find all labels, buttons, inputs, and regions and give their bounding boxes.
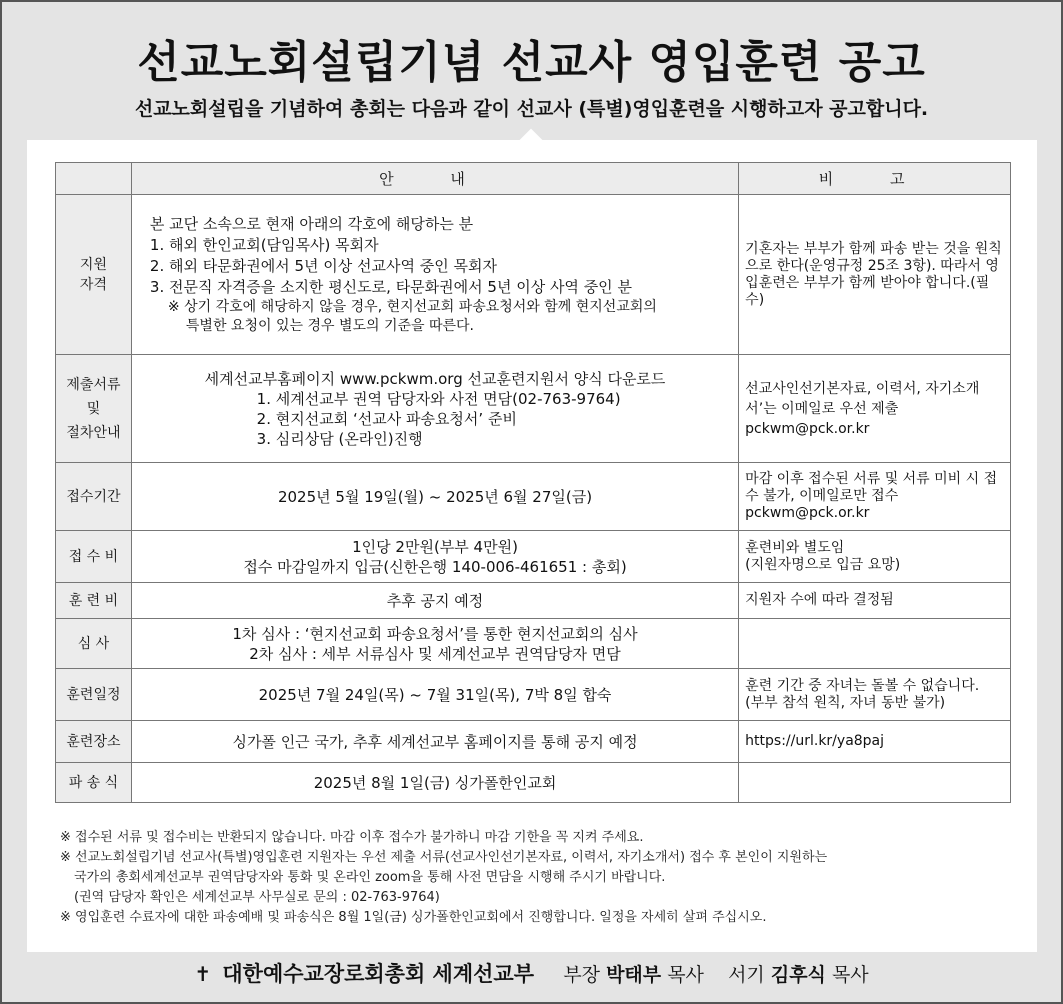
row-label	[56, 195, 132, 355]
footnote: ※ 선교노회설립기념 선교사(특별)영입훈련 지원자는 우선 제출 서류(선교사인선기본자료, 이력서, 자기소개서) 접수 후 본인이 지원하는	[60, 850, 828, 865]
row-note	[739, 531, 1011, 583]
row-documents	[56, 355, 1011, 463]
signatories	[563, 964, 868, 986]
footnote: ※ 영입훈련 수료자에 대한 파송예배 및 파송식은 8월 1일(금) 싱가폴한인교회에서 진행합니다. 일정을 자세히 살펴 주십시오.	[60, 910, 767, 925]
row-label: 훈련장소	[56, 721, 132, 763]
footnote: ※ 접수된 서류 및 접수비는 반환되지 않습니다. 마감 이후 접수가 불가하니 마감 기한을 꼭 지켜 주세요.	[60, 830, 644, 845]
header-blank	[56, 163, 132, 195]
secretary-title: 서기	[728, 964, 765, 986]
list-item: 3. 심리상담 (온라인)진행	[256, 429, 423, 448]
footnote-continued: (권역 담당자 확인은 세계선교부 사무실로 문의 : 02-763-9764)	[74, 890, 440, 905]
cross-icon: ✝	[194, 962, 212, 986]
label-line: 자격	[79, 276, 107, 293]
label-line: 및	[86, 400, 101, 417]
row-schedule	[56, 669, 1011, 721]
row-review	[56, 619, 1011, 669]
footer-signature	[0, 958, 1063, 998]
row-period	[56, 463, 1011, 531]
label-line: 제출서류	[66, 376, 121, 393]
qualification-remark: 특별한 요청이 있는 경우 별도의 기준을 따른다.	[185, 317, 475, 334]
row-venue	[56, 721, 1011, 763]
qualification-remark: ※ 상기 각호에 해당하지 않을 경우, 현지선교회 파송요청서와 함께 현지선교회의	[167, 298, 657, 315]
note-line: (부부 참석 원칙, 자녀 동반 불가)	[745, 694, 946, 711]
note-line: 훈련비와 별도임	[745, 539, 845, 556]
list-item: 3. 전문직 자격증을 소지한 평신도로, 타문화권에서 5년 이상 사역 중인 분	[149, 277, 632, 296]
fee-line: 접수 마감일까지 입금(신한은행 140-006-461651 : 총회)	[243, 557, 627, 576]
row-label: 접 수 비	[56, 531, 132, 583]
qualification-intro: 본 교단 소속으로 현재 아래의 각호에 해당하는 분	[149, 214, 474, 233]
page-subtitle: 선교노회설립을 기념하여 총회는 다음과 같이 선교사 (특별)영입훈련을 시행하고자 공고합니다.	[134, 98, 929, 120]
director-suffix: 목사	[667, 964, 704, 986]
fee-line: 1인당 2만원(부부 4만원)	[352, 537, 518, 556]
list-item: 2. 해외 타문화권에서 5년 이상 선교사역 중인 목회자	[149, 256, 497, 275]
director-name: 박태부	[606, 964, 662, 986]
row-content: 2025년 8월 1일(금) 싱가폴한인교회	[131, 763, 738, 803]
list-item: 1. 해외 한인교회(담임목사) 목회자	[149, 235, 379, 254]
row-label: 파 송 식	[56, 763, 132, 803]
row-note	[739, 619, 1011, 669]
review-line: 1차 심사 : ‘현지선교회 파송요청서’를 통한 현지선교회의 심사	[232, 624, 638, 643]
note-line: 훈련 기간 중 자녀는 돌볼 수 없습니다.	[745, 677, 980, 694]
row-note: 선교사인선기본자료, 이력서, 자기소개서’는 이메일로 우선 제출 pckwm@pck.or.kr	[739, 355, 1011, 463]
label-line: 절차안내	[66, 424, 121, 441]
row-note	[739, 763, 1011, 803]
row-content	[131, 355, 738, 463]
table-header-row	[56, 163, 1011, 195]
footnotes	[60, 828, 1020, 928]
venue-link[interactable]: https://url.kr/ya8paj	[739, 721, 1011, 763]
row-content: 싱가폴 인근 국가, 추후 세계선교부 홈페이지를 통해 공지 예정	[131, 721, 738, 763]
director-title: 부장	[563, 964, 601, 986]
row-content: 2025년 5월 19일(월) ~ 2025년 6월 27일(금)	[131, 463, 738, 531]
header-note: 비 고	[739, 163, 1011, 195]
row-note: 지원자 수에 따라 결정됨	[739, 583, 1011, 619]
secretary-suffix: 목사	[831, 964, 869, 986]
row-ceremony	[56, 763, 1011, 803]
notice-table	[55, 162, 1011, 803]
review-line: 2차 심사 : 세부 서류심사 및 세계선교부 권역담당자 면담	[249, 644, 621, 663]
list-item: 1. 세계선교부 권역 담당자와 사전 면담(02-763-9764)	[256, 389, 621, 408]
row-note: 마감 이후 접수된 서류 및 서류 미비 시 접수 불가, 이메일로만 접수 pckwm@pck.or.kr	[739, 463, 1011, 531]
secretary-name: 김후식	[770, 964, 826, 986]
row-content	[131, 195, 738, 355]
row-note	[739, 669, 1011, 721]
footnote-continued: 국가의 총회세계선교부 권역담당자와 통화 및 온라인 zoom을 통해 사전 면담을 시행해 주시기 바랍니다.	[74, 870, 666, 885]
row-label: 접수기간	[56, 463, 132, 531]
row-note: 기혼자는 부부가 함께 파송 받는 것을 원칙으로 한다(운영규정 25조 3항). 따라서 영입훈련은 부부가 함께 받아야 합니다.(필수)	[739, 195, 1011, 355]
row-training-fee	[56, 583, 1011, 619]
row-content: 2025년 7월 24일(목) ~ 7월 31일(목), 7박 8일 합숙	[131, 669, 738, 721]
row-fee	[56, 531, 1011, 583]
row-label: 훈 련 비	[56, 583, 132, 619]
documents-intro: 세계선교부홈페이지 www.pckwm.org 선교훈련지원서 양식 다운로드	[204, 369, 666, 388]
page-title: 선교노회설립기념 선교사 영입훈련 공고	[137, 37, 926, 88]
row-content: 추후 공지 예정	[131, 583, 738, 619]
note-line: (지원자명으로 입금 요망)	[745, 556, 901, 573]
organization-name: 대한예수교장로회총회 세계선교부	[222, 962, 534, 986]
row-content	[131, 619, 738, 669]
row-qualification	[56, 195, 1011, 355]
header-main: 안 내	[131, 163, 738, 195]
list-item: 2. 현지선교회 ‘선교사 파송요청서’ 준비	[256, 409, 517, 428]
row-label: 훈련일정	[56, 669, 132, 721]
label-line: 지원	[79, 256, 107, 273]
row-content	[131, 531, 738, 583]
row-label	[56, 355, 132, 463]
row-label: 심 사	[56, 619, 132, 669]
